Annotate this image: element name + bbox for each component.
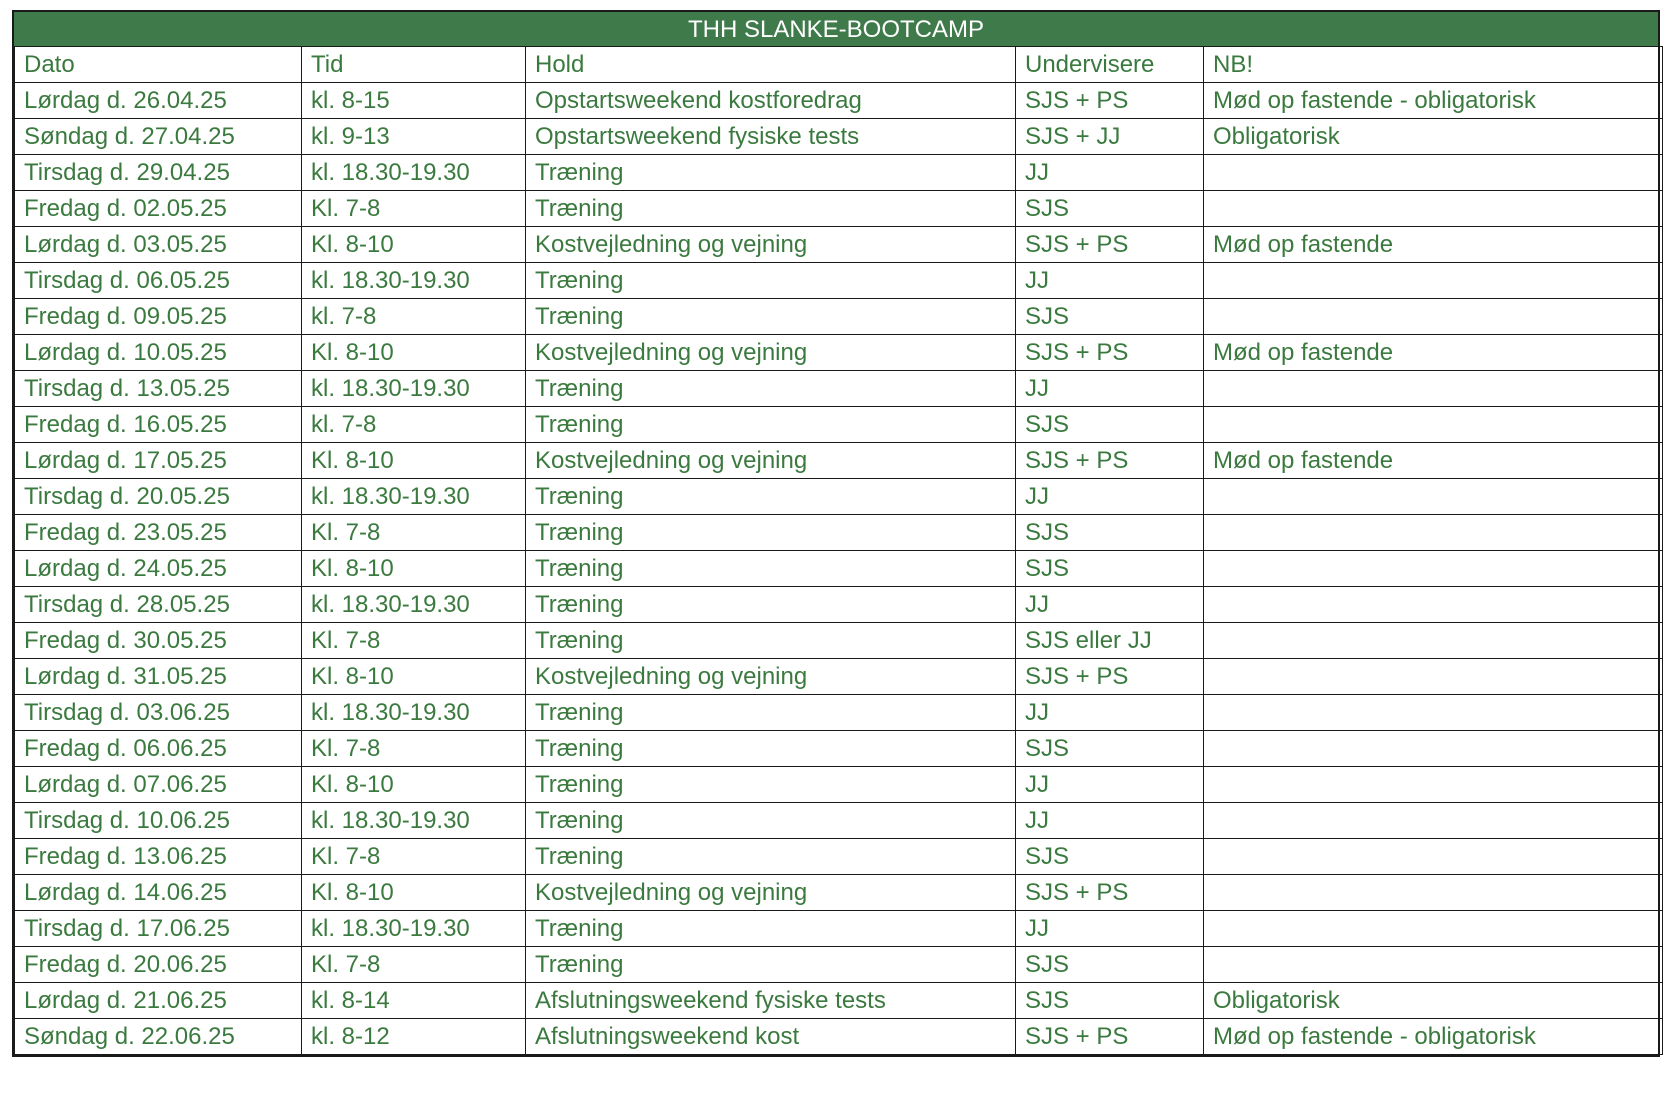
- cell-hold: Kostvejledning og vejning: [526, 335, 1016, 371]
- table-row: [15, 83, 1663, 119]
- table-row: [15, 839, 1663, 875]
- cell-teachers: SJS + JJ: [1016, 119, 1204, 155]
- cell-hold: Kostvejledning og vejning: [526, 227, 1016, 263]
- cell-teachers: JJ: [1016, 695, 1204, 731]
- cell-time: kl. 18.30-19.30: [302, 911, 526, 947]
- schedule-table-frame: [12, 46, 1660, 1057]
- cell-note: [1204, 947, 1663, 983]
- cell-note: [1204, 155, 1663, 191]
- header-row: [15, 47, 1663, 83]
- cell-date: Fredag d. 23.05.25: [15, 515, 302, 551]
- cell-note: [1204, 371, 1663, 407]
- schedule-title: THH SLANKE-BOOTCAMP: [12, 10, 1660, 46]
- cell-note: Obligatorisk: [1204, 119, 1663, 155]
- cell-date: Søndag d. 22.06.25: [15, 1019, 302, 1055]
- cell-note: [1204, 515, 1663, 551]
- cell-date: Fredag d. 30.05.25: [15, 623, 302, 659]
- cell-note: [1204, 551, 1663, 587]
- cell-date: Fredag d. 13.06.25: [15, 839, 302, 875]
- cell-note: Mød op fastende - obligatorisk: [1204, 83, 1663, 119]
- column-header-nb: NB!: [1204, 47, 1663, 83]
- cell-date: Tirsdag d. 20.05.25: [15, 479, 302, 515]
- cell-hold: Kostvejledning og vejning: [526, 659, 1016, 695]
- table-row: [15, 299, 1663, 335]
- cell-teachers: SJS + PS: [1016, 1019, 1204, 1055]
- cell-note: Mød op fastende: [1204, 227, 1663, 263]
- cell-note: [1204, 911, 1663, 947]
- cell-hold: Kostvejledning og vejning: [526, 875, 1016, 911]
- cell-time: Kl. 8-10: [302, 227, 526, 263]
- cell-hold: Træning: [526, 371, 1016, 407]
- column-header-tid: Tid: [302, 47, 526, 83]
- cell-note: [1204, 695, 1663, 731]
- table-row: [15, 371, 1663, 407]
- cell-date: Lørdag d. 31.05.25: [15, 659, 302, 695]
- table-row: [15, 119, 1663, 155]
- cell-hold: Træning: [526, 587, 1016, 623]
- cell-time: Kl. 8-10: [302, 659, 526, 695]
- cell-teachers: SJS + PS: [1016, 875, 1204, 911]
- table-row: [15, 983, 1663, 1019]
- table-row: [15, 263, 1663, 299]
- cell-date: Lørdag d. 14.06.25: [15, 875, 302, 911]
- cell-date: Tirsdag d. 17.06.25: [15, 911, 302, 947]
- cell-note: Mød op fastende: [1204, 443, 1663, 479]
- cell-note: Mød op fastende: [1204, 335, 1663, 371]
- cell-hold: Afslutningsweekend fysiske tests: [526, 983, 1016, 1019]
- table-row: [15, 191, 1663, 227]
- cell-time: Kl. 8-10: [302, 767, 526, 803]
- cell-time: kl. 18.30-19.30: [302, 263, 526, 299]
- cell-time: Kl. 7-8: [302, 731, 526, 767]
- cell-teachers: JJ: [1016, 371, 1204, 407]
- cell-hold: Træning: [526, 731, 1016, 767]
- cell-teachers: JJ: [1016, 911, 1204, 947]
- cell-note: Mød op fastende - obligatorisk: [1204, 1019, 1663, 1055]
- cell-note: [1204, 263, 1663, 299]
- cell-teachers: SJS + PS: [1016, 227, 1204, 263]
- table-row: [15, 407, 1663, 443]
- cell-hold: Træning: [526, 479, 1016, 515]
- table-row: [15, 731, 1663, 767]
- cell-teachers: SJS + PS: [1016, 83, 1204, 119]
- cell-note: [1204, 767, 1663, 803]
- cell-note: [1204, 299, 1663, 335]
- cell-teachers: SJS + PS: [1016, 335, 1204, 371]
- cell-note: [1204, 839, 1663, 875]
- table-row: [15, 911, 1663, 947]
- schedule-body: [15, 83, 1663, 1055]
- column-header-hold: Hold: [526, 47, 1016, 83]
- schedule-sheet: [12, 10, 1660, 1057]
- cell-hold: Træning: [526, 407, 1016, 443]
- table-row: [15, 515, 1663, 551]
- table-row: [15, 623, 1663, 659]
- table-row: [15, 803, 1663, 839]
- table-row: [15, 479, 1663, 515]
- cell-date: Lørdag d. 10.05.25: [15, 335, 302, 371]
- cell-date: Tirsdag d. 28.05.25: [15, 587, 302, 623]
- cell-time: Kl. 8-10: [302, 551, 526, 587]
- cell-time: Kl. 7-8: [302, 515, 526, 551]
- cell-date: Tirsdag d. 29.04.25: [15, 155, 302, 191]
- cell-hold: Træning: [526, 299, 1016, 335]
- cell-time: kl. 7-8: [302, 299, 526, 335]
- cell-date: Lørdag d. 17.05.25: [15, 443, 302, 479]
- cell-hold: Træning: [526, 623, 1016, 659]
- cell-note: [1204, 875, 1663, 911]
- cell-hold: Træning: [526, 551, 1016, 587]
- cell-time: Kl. 8-10: [302, 443, 526, 479]
- cell-note: [1204, 407, 1663, 443]
- cell-teachers: SJS + PS: [1016, 659, 1204, 695]
- cell-teachers: SJS: [1016, 983, 1204, 1019]
- cell-hold: Træning: [526, 947, 1016, 983]
- cell-date: Tirsdag d. 03.06.25: [15, 695, 302, 731]
- cell-time: kl. 18.30-19.30: [302, 587, 526, 623]
- cell-date: Lørdag d. 21.06.25: [15, 983, 302, 1019]
- cell-hold: Opstartsweekend kostforedrag: [526, 83, 1016, 119]
- cell-teachers: JJ: [1016, 479, 1204, 515]
- table-row: [15, 947, 1663, 983]
- cell-date: Lørdag d. 07.06.25: [15, 767, 302, 803]
- cell-time: Kl. 8-10: [302, 335, 526, 371]
- cell-teachers: SJS: [1016, 731, 1204, 767]
- cell-teachers: SJS: [1016, 515, 1204, 551]
- cell-date: Tirsdag d. 06.05.25: [15, 263, 302, 299]
- cell-time: Kl. 7-8: [302, 623, 526, 659]
- cell-teachers: SJS: [1016, 947, 1204, 983]
- cell-time: Kl. 7-8: [302, 947, 526, 983]
- cell-time: Kl. 8-10: [302, 875, 526, 911]
- table-row: [15, 335, 1663, 371]
- table-row: [15, 587, 1663, 623]
- table-row: [15, 767, 1663, 803]
- table-row: [15, 695, 1663, 731]
- cell-time: kl. 18.30-19.30: [302, 155, 526, 191]
- cell-time: Kl. 7-8: [302, 839, 526, 875]
- cell-hold: Træning: [526, 155, 1016, 191]
- cell-teachers: SJS eller JJ: [1016, 623, 1204, 659]
- cell-date: Fredag d. 02.05.25: [15, 191, 302, 227]
- table-row: [15, 1019, 1663, 1055]
- cell-note: [1204, 479, 1663, 515]
- cell-hold: Kostvejledning og vejning: [526, 443, 1016, 479]
- cell-time: kl. 18.30-19.30: [302, 803, 526, 839]
- cell-teachers: JJ: [1016, 263, 1204, 299]
- cell-hold: Træning: [526, 263, 1016, 299]
- cell-date: Lørdag d. 26.04.25: [15, 83, 302, 119]
- cell-hold: Træning: [526, 695, 1016, 731]
- cell-teachers: JJ: [1016, 767, 1204, 803]
- cell-time: kl. 18.30-19.30: [302, 479, 526, 515]
- cell-time: kl. 8-15: [302, 83, 526, 119]
- cell-time: kl. 8-12: [302, 1019, 526, 1055]
- cell-date: Fredag d. 09.05.25: [15, 299, 302, 335]
- table-row: [15, 551, 1663, 587]
- cell-date: Lørdag d. 24.05.25: [15, 551, 302, 587]
- cell-time: kl. 9-13: [302, 119, 526, 155]
- cell-teachers: JJ: [1016, 155, 1204, 191]
- cell-note: [1204, 659, 1663, 695]
- cell-hold: Afslutningsweekend kost: [526, 1019, 1016, 1055]
- table-row: [15, 659, 1663, 695]
- table-row: [15, 443, 1663, 479]
- table-row: [15, 155, 1663, 191]
- cell-teachers: SJS: [1016, 299, 1204, 335]
- cell-teachers: SJS: [1016, 191, 1204, 227]
- cell-note: [1204, 623, 1663, 659]
- cell-time: kl. 18.30-19.30: [302, 371, 526, 407]
- cell-note: [1204, 191, 1663, 227]
- cell-note: [1204, 803, 1663, 839]
- cell-date: Tirsdag d. 10.06.25: [15, 803, 302, 839]
- table-row: [15, 227, 1663, 263]
- cell-date: Tirsdag d. 13.05.25: [15, 371, 302, 407]
- cell-date: Lørdag d. 03.05.25: [15, 227, 302, 263]
- cell-date: Fredag d. 16.05.25: [15, 407, 302, 443]
- cell-teachers: SJS: [1016, 839, 1204, 875]
- cell-time: kl. 18.30-19.30: [302, 695, 526, 731]
- cell-teachers: SJS: [1016, 551, 1204, 587]
- column-header-undervisere: Undervisere: [1016, 47, 1204, 83]
- cell-teachers: SJS + PS: [1016, 443, 1204, 479]
- cell-date: Fredag d. 20.06.25: [15, 947, 302, 983]
- cell-hold: Træning: [526, 803, 1016, 839]
- cell-date: Søndag d. 27.04.25: [15, 119, 302, 155]
- cell-note: [1204, 587, 1663, 623]
- schedule-table: [14, 46, 1663, 1055]
- cell-teachers: JJ: [1016, 587, 1204, 623]
- cell-hold: Træning: [526, 191, 1016, 227]
- cell-note: [1204, 731, 1663, 767]
- cell-time: Kl. 7-8: [302, 191, 526, 227]
- cell-hold: Træning: [526, 839, 1016, 875]
- cell-teachers: SJS: [1016, 407, 1204, 443]
- cell-time: kl. 8-14: [302, 983, 526, 1019]
- cell-note: Obligatorisk: [1204, 983, 1663, 1019]
- cell-date: Fredag d. 06.06.25: [15, 731, 302, 767]
- cell-hold: Træning: [526, 767, 1016, 803]
- cell-hold: Træning: [526, 911, 1016, 947]
- cell-teachers: JJ: [1016, 803, 1204, 839]
- column-header-dato: Dato: [15, 47, 302, 83]
- cell-hold: Træning: [526, 515, 1016, 551]
- table-row: [15, 875, 1663, 911]
- cell-time: kl. 7-8: [302, 407, 526, 443]
- cell-hold: Opstartsweekend fysiske tests: [526, 119, 1016, 155]
